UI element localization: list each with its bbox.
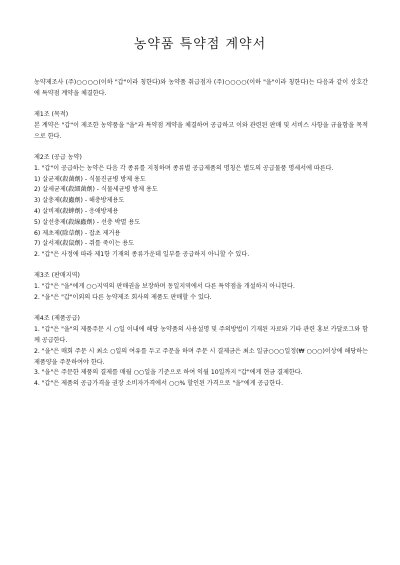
document-title: 농약품 특약점 계약서 (133, 37, 267, 52)
list-item: 5) 살선충제(殺線蟲劑) - 선충 박멸 용도 (34, 218, 141, 226)
article-1 (34, 110, 368, 142)
list-item: 3) 살충제(殺蟲劑) - 해충방제용도 (34, 197, 125, 205)
clause-1: 1. "갑"은 "을"의 제품주문 시 ○일 이내에 해당 농약품의 사용설명 및 주의방법이 기재된 자료와 기타 관련 홍보 카달로그와 함께 공급한다. (34, 326, 368, 344)
list-item: 7) 살서제(殺鼠劑) - 쥐를 죽이는 용도 (34, 240, 135, 248)
article-4 (34, 314, 368, 390)
article-2 (34, 153, 368, 261)
article-lead: 1. "갑"이 공급하는 농약은 다음 각 종류를 지칭하며 종류별 공급제품의 명칭은 별도의 공급물품 명세서에 따른다. (34, 164, 334, 172)
list-item: 2) 살세균제(殺細菌劑) - 식물세균병 방제 용도 (34, 186, 158, 194)
article-3 (34, 271, 368, 303)
list-item: 4) 살비제(殺蜱劑) - 응애방제용 (34, 207, 119, 215)
article-tail: 2. "갑"은 사정에 따라 제1항 기재의 종류가운데 일부를 공급하지 아니할 수 있다. (34, 251, 250, 259)
clause-3: 3. "을"은 주문한 제품의 결제를 매월 ○○일을 기준으로 하여 익월 10일까지 "갑"에게 현금 결제한다. (34, 369, 303, 377)
list-item: 1) 살균제(殺菌劑) - 식물진균병 방제 용도 (34, 175, 146, 183)
document-body (34, 78, 368, 390)
article-heading: 제2조 (공급 농약) (34, 153, 82, 161)
list-item: 6) 제초제(除草劑) - 잡초 제거용 (34, 229, 121, 237)
article-heading: 제1조 (목적) (34, 111, 69, 119)
clause-1: 1. "갑"은 "을"에게 ○○지역의 판매권을 보장하며 동일지역에서 다른 특약점을 개설하지 아니한다. (34, 283, 295, 291)
article-heading: 제3조 (판매지역) (34, 272, 80, 280)
intro-paragraph: 농약제조사 (주)○○○○(이하 "갑"이라 칭한다)와 농약품 취급점자 (주)○○○○(이하 "을"이라 칭한다)는 다음과 같이 상호간에 특약점 계약을 체결한다. (34, 79, 368, 97)
clause-2: 2. "을"은 매회 주문 시 최소 ○일의 여유를 두고 주문을 하며 주문 시 결제금은 최소 일금○○○일정(₩ ○○○)이상에 해당하는 제품양을 주문하여야 한다. (34, 347, 368, 366)
article-text: 본 계약은 "갑"이 제조한 농약품을 "을"과 특약점 계약을 체결하여 공급하고 이와 관련된 판매 및 서비스 사항을 규율함을 목적으로 한다. (34, 121, 368, 140)
clause-2: 2. "을"은 "갑"이외의 다른 농약제조 회사의 제품도 판매할 수 있다. (34, 294, 212, 302)
article-heading: 제4조 (제품공급) (34, 315, 80, 323)
clause-4: 4. "갑"은 제품의 공급가격을 권장 소비자가격에서 ○○% 할인된 가격으로 "을"에게 공급한다. (34, 380, 284, 388)
